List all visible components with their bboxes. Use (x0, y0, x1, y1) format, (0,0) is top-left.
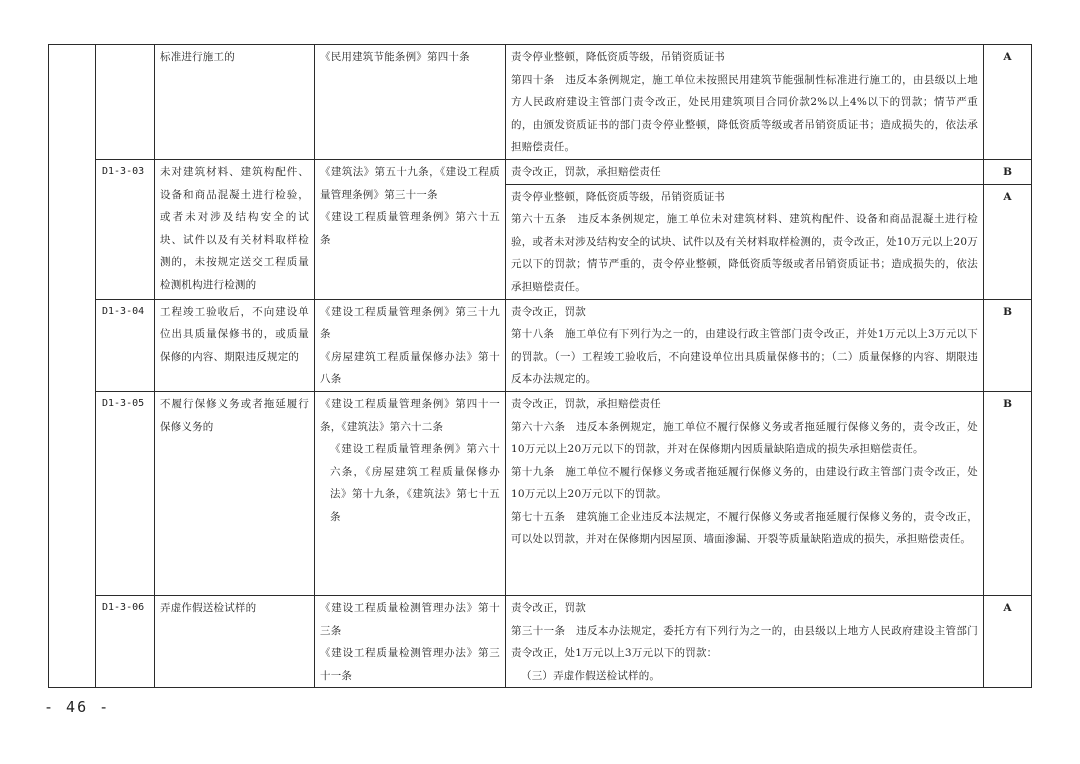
act-cell: 不履行保修义务或者拖延履行保修义务的 (155, 391, 315, 595)
basis-cell (315, 159, 506, 299)
penalty-text-cell (506, 45, 984, 160)
penalty-article: 第六十五条 违反本条例规定，施工单位未对建筑材料、建筑构配件、设备和商品混凝土进行检验，或者未对涉及结构安全的试块、试件以及有关材料取样检测的，责令改正，处10万元以上20万元以下的罚款；情节严重的，责令停业整顿，降低资质等级或者吊销资质证书；造成损失的，依法承担赔偿责任。 (511, 213, 978, 293)
basis-item: 《建设工程质量管理条例》第六十六条，《房屋建筑工程质量保修办法》第十九条，《建筑法》第七十五条 (330, 443, 500, 523)
penalty-text-cell (506, 595, 984, 687)
penalty-article: 第七十五条 建筑施工企业违反本法规定，不履行保修义务或者拖延履行保修义务的，责令改正，可以处以罚款，并对在保修期内因屋顶、墙面渗漏、开裂等质量缺陷造成的损失，承担赔偿责任。 (511, 510, 978, 546)
penalty-article: 第四十条 违反本条例规定，施工单位未按照民用建筑节能强制性标准进行施工的，由县级以上地方人民政府建设主管部门责令改正，处民用建筑项目合同价款2%以上4%以下的罚款；情节严重的，由颁发资质证书的部门责令停业整顿，降低资质等级或者吊销资质证书；造成损失的，依法承担赔偿责任。 (511, 73, 978, 154)
basis-cell (315, 299, 506, 391)
penalty-summary: 责令停业整顿，降低资质等级，吊销资质证书 (511, 51, 725, 63)
basis-cell (315, 391, 506, 595)
page-number: - 46 - (44, 698, 111, 716)
penalty-text-cell (506, 391, 984, 595)
basis-item: 《建设工程质量管理条例》第六十五条 (320, 211, 500, 246)
basis-item: 《房屋建筑工程质量保修办法》第十八条 (320, 350, 500, 386)
penalty-summary: 责令改正，罚款 (511, 305, 586, 318)
act-cell: 工程竣工验收后，不向建设单位出具质量保修书的，或质量保修的内容、期限违反规定的 (155, 299, 315, 391)
penalty-summary: 责令改正，罚款，承担赔偿责任 (511, 165, 661, 178)
penalty-item: （三）弄虚作假送检试样的。 (521, 669, 661, 682)
grade-cell: B (984, 391, 1032, 595)
penalty-text-cell (506, 299, 984, 391)
basis-item: 《建筑法》第五十九条，《建设工程质量管理条例》第三十一条 (320, 165, 500, 201)
grade-cell: A (984, 45, 1032, 160)
code-cell: D1-3-04 (96, 299, 155, 391)
grade-cell: B (984, 299, 1032, 391)
basis-item: 《建设工程质量检测管理办法》第十三条 (320, 601, 500, 637)
grade-cell: A (984, 595, 1032, 687)
penalty-table (48, 44, 1032, 688)
table-row (49, 45, 1032, 160)
table-row (49, 299, 1032, 391)
basis-item: 《建设工程质量检测管理办法》第三十一条 (320, 647, 500, 682)
table-row (49, 595, 1032, 687)
penalty-text-cell (506, 159, 984, 184)
basis-cell (315, 45, 506, 160)
grade-cell: B (984, 159, 1032, 184)
penalty-summary: 责令停业整顿，降低资质等级，吊销资质证书 (511, 190, 725, 203)
basis-item: 《建设工程质量管理条例》第四十一条，《建筑法》第六十二条 (320, 397, 500, 433)
table-row (49, 159, 1032, 184)
code-cell: D1-3-03 (96, 159, 155, 299)
code-cell (96, 45, 155, 160)
code-cell: D1-3-06 (96, 595, 155, 687)
table-row (49, 391, 1032, 595)
left-margin-cell (49, 45, 96, 688)
penalty-article: 第十八条 施工单位有下列行为之一的，由建设行政主管部门责令改正，并处1万元以上3万元以下的罚款。（一）工程竣工验收后，不向建设单位出具质量保修书的；（二）质量保修的内容、期限违反本办法规定的。 (511, 328, 978, 386)
act-cell: 标准进行施工的 (155, 45, 315, 160)
penalty-article: 第十九条 施工单位不履行保修义务或者拖延履行保修义务的，由建设行政主管部门责令改正，处10万元以上20万元以下的罚款。 (511, 465, 978, 501)
basis-cell (315, 595, 506, 687)
act-cell: 弄虚作假送检试样的 (155, 595, 315, 687)
grade-cell: A (984, 184, 1032, 299)
code-cell: D1-3-05 (96, 391, 155, 595)
penalty-summary: 责令改正，罚款，承担赔偿责任 (511, 397, 661, 410)
basis-item: 《建设工程质量管理条例》第三十九条 (320, 305, 500, 341)
penalty-text-cell (506, 184, 984, 299)
act-cell: 未对建筑材料、建筑构配件、设备和商品混凝土进行检验，或者未对涉及结构安全的试块、试件以及有关材料取样检测的，未按规定送交工程质量检测机构进行检测的 (155, 159, 315, 299)
basis-item: 《民用建筑节能条例》第四十条 (320, 51, 470, 63)
penalty-article: 第三十一条 违反本办法规定，委托方有下列行为之一的，由县级以上地方人民政府建设主管部门责令改正，处1万元以上3万元以下的罚款： (511, 624, 978, 660)
penalty-summary: 责令改正，罚款 (511, 601, 586, 614)
penalty-article: 第六十六条 违反本条例规定，施工单位不履行保修义务或者拖延履行保修义务的，责令改正，处10万元以上20万元以下的罚款，并对在保修期内因质量缺陷造成的损失承担赔偿责任。 (511, 420, 978, 456)
